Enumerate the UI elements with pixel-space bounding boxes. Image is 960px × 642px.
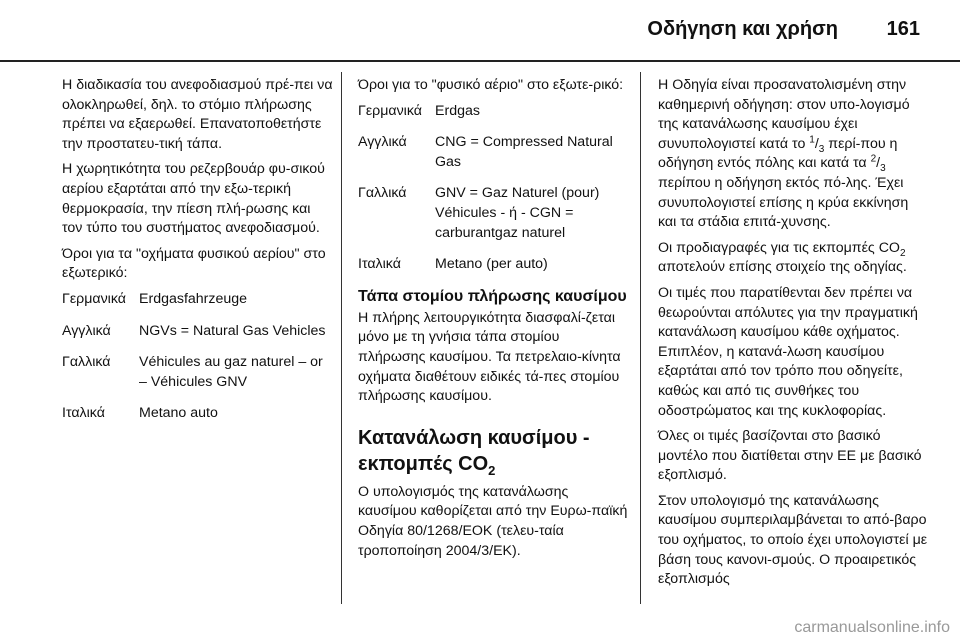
paragraph-gas-terms-intro: Όροι για το "φυσικό αέριο" στο εξωτε-ρικό:: [358, 77, 624, 93]
text-run: περίπου η οδήγηση εκτός πό-λης. Έχει συνυπολογιστεί επίσης η κρύα εκκίνηση και τα στάδια επιτά-χυνσης.: [658, 174, 909, 231]
table-cell-term: Metano auto: [139, 405, 218, 422]
column-3: [658, 76, 930, 596]
table-row: [358, 184, 628, 243]
table-cell-language: Αγγλικά: [62, 322, 111, 339]
fraction-denominator: 3: [880, 163, 886, 175]
paragraph-fuel-cap: Η πλήρης λειτουργικότητα διασφαλί-ζεται μόνο με τη γνήσια τάπα στομίου πλήρωσης καυσίμου. Τα πετρελαιο-κίνητα οχήματα διαθέτουν ειδικές τά-πες στομίου πλήρωσης καυσίμου.: [358, 309, 621, 405]
fraction-numerator: 1: [809, 134, 815, 146]
paragraph-driving-split: Η Οδηγία είναι προσανατολισμένη στην καθημερινή οδήγηση: στον υπο-λογισμό της κατανάλωσης καυσίμου έχει συνυπολογιστεί κατά το $^1/_3$ περί-που η οδήγηση εντός πόλης και κατά τα $^2/_3$ περίπου η οδήγηση εκτός πό-λης. Έχει συνυπολογιστεί επίσης η κρύα εκκίνηση και τα στάδια επιτά-χυνσης.: [658, 77, 910, 231]
gas-terms-table: [358, 102, 628, 275]
column-divider-1: [341, 72, 342, 604]
table-row: [358, 255, 628, 275]
table-cell-language: Γερμανικά: [62, 290, 126, 307]
heading-text: Κατανάλωση καυσίμου - εκπομπές CO: [358, 426, 590, 475]
header-rule: [0, 60, 960, 62]
column-1: [62, 76, 334, 436]
text-run: Η Οδηγία είναι προσανατολισμένη στην καθημερινή οδήγηση: στον υπο-λογισμό της κατανάλωσης καυσίμου έχει συνυπολογιστεί κατά το: [658, 77, 910, 152]
watermark: carmanualsonline.info: [794, 619, 950, 636]
paragraph-vehicle-terms-intro: Όροι για τα "οχήματα φυσικού αερίου" στο εξωτερικό:: [62, 245, 326, 282]
table-cell-language: Ιταλικά: [358, 256, 401, 273]
vehicle-terms-table: [62, 290, 334, 424]
text-run: περί-που η οδήγηση εντός πόλης και κατά τα: [658, 135, 898, 172]
table-cell-language: Γαλλικά: [62, 354, 111, 371]
paragraph-co2-specs: [658, 239, 930, 278]
page-number: 161: [886, 18, 920, 40]
co2-subscript: 2: [899, 247, 906, 259]
fraction-numerator: 2: [870, 153, 877, 165]
section-heading-consumption: [358, 425, 628, 477]
heading-subscript: 2: [488, 462, 496, 478]
table-cell-language: Ιταλικά: [62, 405, 105, 422]
table-cell-language: Γαλλικά: [358, 185, 407, 202]
page-title: Οδήγηση και χρήση: [647, 18, 838, 40]
column-2: [358, 76, 628, 567]
column-divider-2: [640, 72, 641, 604]
paragraph-refuel-finish: Η διαδικασία του ανεφοδιασμού πρέ-πει να ολοκληρωθεί, δηλ. το στόμιο πλήρωσης πρέπει να εξαερωθεί. Επανατοποθετήστε την προστατευ-τική τάπα.: [62, 77, 333, 152]
table-cell-language: Αγγλικά: [358, 134, 407, 151]
paragraph-values-disclaimer: Οι τιμές που παρατίθενται δεν πρέπει να θεωρούνται απόλυτες για την πραγματική κατανάλωση καυσίμου κάθε οχήματος. Επιπλέον, η κατανά-λωση καυσίμου εξαρτάται από τον τρόπο που οδηγείτε, καθώς και από τις συνθήκες του οδοστρώματος και της κυκλοφορίας.: [658, 284, 918, 419]
table-cell-term: Erdgasfahrzeuge: [139, 290, 248, 307]
text-run: Οι προδιαγραφές για τις εκπομπές CO: [658, 239, 900, 256]
table-cell-term: Véhicules au gaz naturel – or – Véhicules GNV: [139, 354, 323, 390]
section-heading-fuel-cap: Τάπα στομίου πλήρωσης καυσίμου: [358, 287, 627, 305]
table-row: [62, 290, 334, 310]
text-run: αποτελούν επίσης στοιχείο της οδηγίας.: [658, 259, 907, 276]
paragraph-curb-weight: Στον υπολογισμό της κατανάλωσης καυσίμου συμπεριλαμβάνεται το από-βαρο του οχήματος, το οποίο έχει υπολογιστεί με βάση τους κανονι-σμούς. Ο προαιρετικός εξοπλισμός: [658, 492, 928, 588]
table-row: [358, 133, 628, 172]
table-row: [62, 322, 334, 342]
table-cell-term: Erdgas: [435, 102, 480, 119]
fraction-denominator: 3: [818, 143, 825, 155]
table-row: [62, 404, 334, 424]
paragraph-tank-capacity: Η χωρητικότητα του ρεζερβουάρ φυ-σικού αερίου εξαρτάται από την εξω-τερική θερμοκρασία, την πίεση πλή-ρωσης και τον τύπο του συστήματος ανεφοδιασμού.: [62, 161, 325, 237]
table-cell-term: Metano (per auto): [435, 256, 548, 273]
paragraph-consumption-directive: Ο υπολογισμός της κατανάλωσης καυσίμου καθορίζεται από την Ευρω-παϊκή Οδηγία 80/1268/ΕΟΚ (τελευ-ταία τροποποίηση 2004/3/ΕΚ).: [358, 483, 628, 559]
table-row: [358, 102, 628, 122]
table-cell-term: NGVs = Natural Gas Vehicles: [139, 322, 326, 339]
table-cell-term: GNV = Gaz Naturel (pour) Véhicules - ή - CGN = carburantgaz naturel: [435, 185, 600, 241]
paragraph-base-model: Όλες οι τιμές βασίζονται στο βασικό μοντέλο που διατίθεται στην ΕΕ με βασικό εξοπλισμό.: [658, 428, 922, 484]
table-cell-language: Γερμανικά: [358, 102, 422, 119]
page-header: [0, 0, 960, 60]
table-cell-term: CNG = Compressed Natural Gas: [435, 134, 613, 170]
table-row: [62, 353, 334, 392]
